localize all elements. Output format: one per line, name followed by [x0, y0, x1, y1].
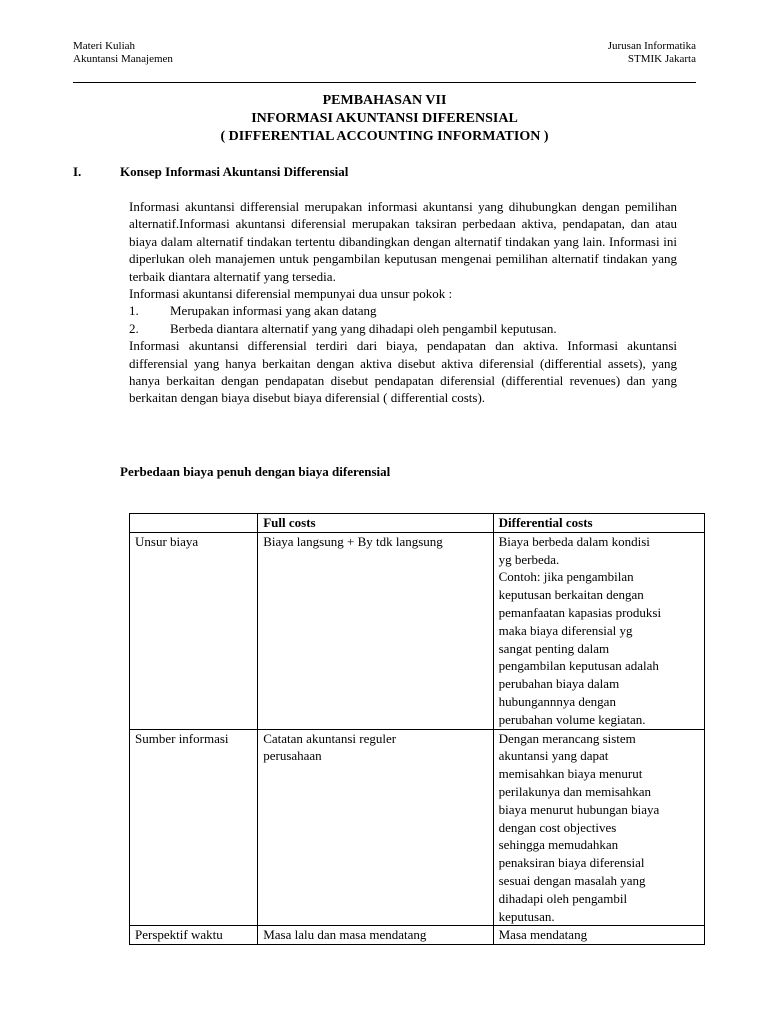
row-label: Unsur biaya: [130, 532, 258, 729]
full-costs-cell: Masa lalu dan masa mendatang: [258, 926, 493, 945]
list-item-number: 1.: [129, 303, 139, 319]
table-row: [130, 532, 705, 729]
table-heading: Perbedaan biaya penuh dengan biaya diferensial: [120, 464, 391, 479]
list-item: [129, 302, 677, 319]
table-row: [130, 729, 705, 926]
table-row: [130, 926, 705, 945]
title-line-1: PEMBAHASAN VII: [322, 93, 447, 108]
table-header-row: [130, 514, 705, 533]
header-cell-differential-costs: Differential costs: [493, 514, 704, 533]
page-title: [73, 92, 696, 146]
paragraph-components: Informasi akuntansi differensial terdiri dari biaya, pendapatan dan aktiva. Informasi akuntansi differensial yang hanya berkaitan dengan aktiva disebut aktiva diferensial (differential assets), yang hanya berkaitan dengan pendapatan disebut pendapatan diferensial (differential revenues) dan yang berkaitan dengan biaya disebut biaya diferensial ( differential costs).: [129, 338, 677, 406]
section-body: [129, 198, 677, 407]
header-right: [520, 40, 696, 66]
row-label: Perspektif waktu: [130, 926, 258, 945]
header-left: [73, 40, 173, 66]
comparison-table: [129, 513, 705, 945]
course-subject: Akuntansi Manajemen: [73, 53, 173, 65]
list-item-text: Merupakan informasi yang akan datang: [170, 303, 377, 319]
header-cell-empty: [130, 514, 258, 533]
paragraph-definition: Informasi akuntansi differensial merupakan informasi akuntansi yang dihubungkan dengan pemilihan alternatif.Informasi akuntansi diferensial merupakan taksiran perbedaan aktiva, pendapatan, dan atau biaya dalam alternatif tindakan tertentu dibandingkan dengan alternatif tindakan yang lain. Informasi ini diperlukan oleh manajemen untuk pengambilan keputusan mengenai pemilihan alternatif tindakan yang terbaik diantara alternatif yang tersedia.: [129, 199, 677, 284]
row-label: Sumber informasi: [130, 729, 258, 926]
list-item-number: 2.: [129, 320, 139, 336]
course-name: Materi Kuliah: [73, 40, 136, 52]
differential-costs-cell: Biaya berbeda dalam kondisi yg berbeda. Contoh: jika pengambilan keputusan berkaitan dengan pemanfaatan kapasias produksi maka biaya diferensial yg sangat penting dalam pengambilan keputusan adalah perubahan biaya dalam hubungannnya dengan perubahan volume kegiatan.: [493, 532, 704, 729]
header-cell-full-costs: Full costs: [258, 514, 493, 533]
full-costs-cell: Catatan akuntansi reguler perusahaan: [258, 729, 493, 926]
differential-costs-cell: Dengan merancang sistem akuntansi yang dapat memisahkan biaya menurut perilakunya dan memisahkan biaya menurut hubungan biaya dengan cost objectives sehingga memudahkan penaksiran biaya diferensial sesuai dengan masalah yang dihadapi oleh pengambil keputusan.: [493, 729, 704, 926]
title-line-3: ( DIFFERENTIAL ACCOUNTING INFORMATION ): [220, 129, 549, 144]
list-item-text: Berbeda diantara alternatif yang yang dihadapi oleh pengambil keputusan.: [170, 320, 557, 336]
department-name: Jurusan Informatika: [607, 40, 696, 52]
full-costs-cell: Biaya langsung + By tdk langsung: [258, 532, 493, 729]
section-number: I.: [73, 164, 82, 179]
list-item: [129, 320, 677, 337]
paragraph-intro: Informasi akuntansi diferensial mempunyai dua unsur pokok :: [129, 286, 453, 302]
institution-name: STMIK Jakarta: [627, 53, 696, 65]
title-line-2: INFORMASI AKUNTANSI DIFERENSIAL: [251, 111, 518, 126]
header-divider: [73, 82, 696, 83]
differential-costs-cell: Masa mendatang: [493, 926, 704, 945]
section-title: Konsep Informasi Akuntansi Differensial: [120, 164, 349, 179]
